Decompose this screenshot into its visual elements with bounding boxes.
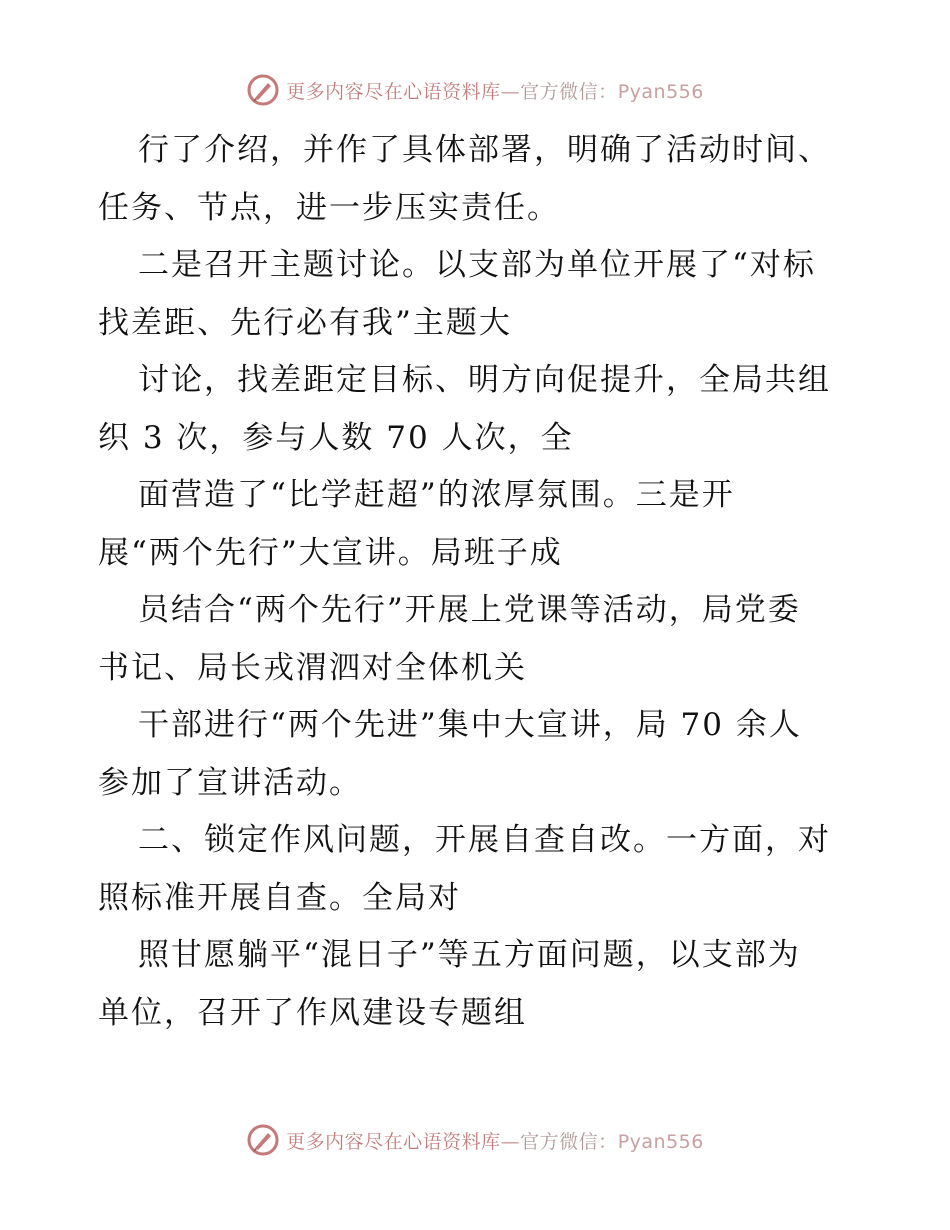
body-line: 任务、节点，进一步压实责任。 bbox=[98, 189, 560, 226]
body-line: 行了介绍，并作了具体部署，明确了活动时间、 bbox=[138, 132, 831, 168]
body-line: 员结合“两个先行”开展上党课等活动，局党委 bbox=[138, 592, 801, 628]
body-line: 二、锁定作风问题，开展自查自改。一方面，对 bbox=[138, 822, 831, 858]
body-line: 书记、局长戎渭泗对全体机关 bbox=[98, 649, 527, 686]
body-line: 讨论，找差距定目标、明方向促提升，全局共组 bbox=[138, 362, 831, 398]
body-line: 干部进行“两个先进”集中大宣讲，局 70 余人 bbox=[138, 707, 802, 743]
watermark-brand: 更多内容尽在心语资料库 bbox=[286, 80, 501, 103]
footer-watermark bbox=[0, 1120, 950, 1160]
watermark-official-label: 官方微信： bbox=[520, 80, 618, 103]
header-watermark bbox=[0, 70, 950, 110]
body-line: 织 3 次，参与人数 70 人次，全 bbox=[98, 419, 574, 456]
body-line: 照甘愿躺平“混日子”等五方面问题，以支部为 bbox=[138, 937, 801, 973]
watermark-brand: 更多内容尽在心语资料库 bbox=[286, 1130, 501, 1153]
body-line: 二是召开主题讨论。以支部为单位开展了“对标 bbox=[138, 247, 816, 283]
watermark-separator: — bbox=[500, 1130, 521, 1153]
document-body bbox=[98, 122, 858, 1042]
pen-logo-icon bbox=[246, 1123, 280, 1157]
pen-logo-icon bbox=[246, 73, 280, 107]
watermark-text bbox=[286, 77, 704, 104]
body-line: 参加了宣讲活动。 bbox=[98, 764, 362, 801]
body-line: 展“两个先行”大宣讲。局班子成 bbox=[98, 534, 563, 571]
watermark-wechat-id: Pyan556 bbox=[617, 80, 704, 103]
watermark-text bbox=[286, 1127, 704, 1154]
watermark-official-label: 官方微信： bbox=[520, 1130, 618, 1153]
body-line: 找差距、先行必有我”主题大 bbox=[98, 304, 512, 341]
watermark-wechat-id: Pyan556 bbox=[617, 1130, 704, 1153]
body-line: 照标准开展自查。全局对 bbox=[98, 879, 461, 916]
body-line: 面营造了“比学赶超”的浓厚氛围。三是开 bbox=[138, 477, 735, 513]
watermark-separator: — bbox=[500, 80, 521, 103]
body-line: 单位，召开了作风建设专题组 bbox=[98, 994, 527, 1031]
